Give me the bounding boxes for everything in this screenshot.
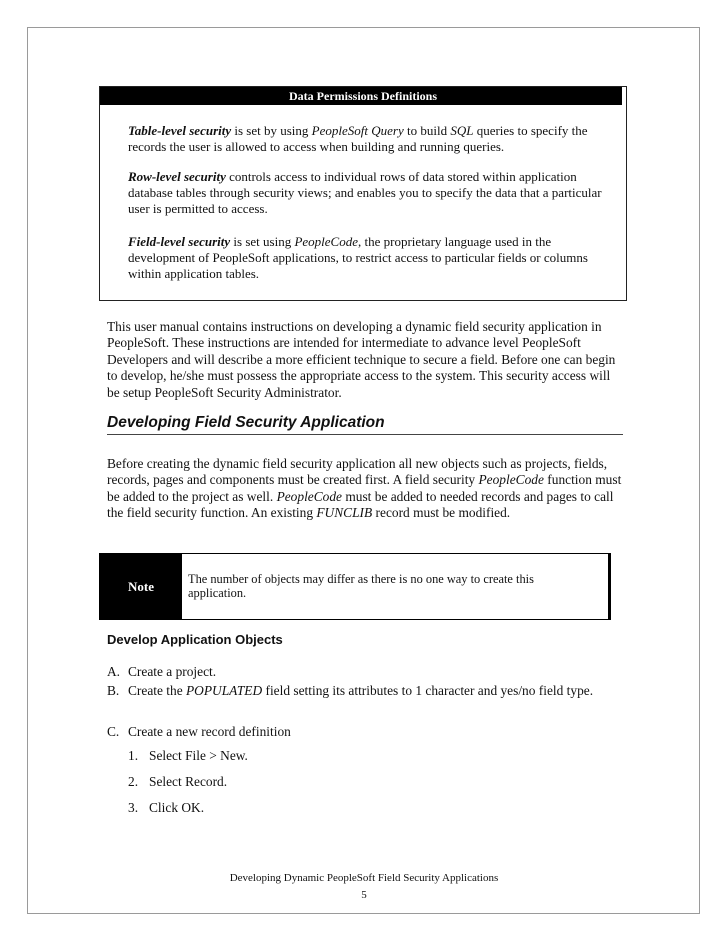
paragraph-text: function must be added to the project as well. [107,472,622,504]
definition-text: is set using [230,234,295,249]
section-paragraph [107,456,622,522]
note-label-cell [100,554,182,619]
definition-italic: SQL [450,123,474,138]
list-item-a [107,664,622,680]
list-marker: B. [107,683,120,698]
page-number: 5 [361,889,367,901]
list-marker: 2. [128,774,139,789]
definitions-header: Data Permissions Definitions [100,87,626,105]
definition-text: queries to specify the records the user is allowed to access when building and running queries. [128,123,588,154]
list-marker: 1. [128,748,139,763]
list-item-text-part: field setting its attributes to 1 character and yes/no field type. [262,683,594,698]
paragraph-italic: PeopleCode [478,472,544,488]
list-item-text: Select File > New. [149,748,248,763]
list-marker: A. [107,664,121,679]
definition-text: to build [403,123,451,138]
list-item-c [107,724,622,740]
list-item-italic: POPULATED [186,683,263,698]
list-item-text [128,683,622,699]
definition-term: Field-level security [128,234,231,249]
numbered-item-2 [128,774,227,790]
note-label: Note [128,579,154,594]
list-item-text: Click OK. [149,800,205,815]
definition-text: controls access to individual rows of data stored within application database tables through security views; and enables you to specify the data that a particular user is permitted to access. [128,169,602,216]
subheading: Develop Application Objects [107,632,283,647]
list-item-text: Create a project. [128,664,217,679]
definition-text: , the proprietary language used in the development of PeopleSoft applications, to restrict access to particular fields or columns within application tables. [128,234,588,281]
list-item-text: Select Record. [149,774,228,789]
note-box [99,553,611,620]
section-heading: Developing Field Security Application [107,412,623,435]
list-marker: 3. [128,800,139,815]
definitions-box [99,86,627,301]
list-item-text-part: Create the [128,683,186,698]
definition-italic: PeopleCode [294,234,359,249]
list-marker: C. [107,724,120,739]
paragraph-text: Before creating the dynamic field security application all new objects such as projects, fields, records, pages and components must be created first. A field security [107,456,608,488]
paragraph-italic: FUNCLIB [316,505,373,521]
definition-field-level [128,234,618,282]
list-item-text: Create a new record definition [128,724,291,739]
definition-term: Row-level security [128,169,226,184]
definitions-header-tail [621,87,626,105]
numbered-item-3 [128,800,204,816]
definition-term: Table-level security [128,123,232,138]
paragraph-text: must be added to needed records and pages to call the field security function. An existing [107,488,614,521]
definition-row-level [128,169,618,217]
footer-title: Developing Dynamic PeopleSoft Field Security Applications [229,872,499,884]
note-right-rule [608,554,610,619]
definition-table-level [128,123,618,155]
intro-paragraph: This user manual contains instructions on developing a dynamic field security application in PeopleSoft. These instructions are intended for intermediate to advance level PeopleSoft Developers and will describe a more efficient technique to secure a field. Before one can begin to develop, he/she must possess the appropriate access to the system. This security access will be setup PeopleSoft Security Administrator. [107,319,616,400]
paragraph-italic: PeopleCode [276,488,343,504]
numbered-item-1 [128,748,248,764]
definition-italic: PeopleSoft Query [311,123,404,138]
paragraph-text: record must be modified. [372,505,511,521]
definition-text: is set by using [231,123,312,138]
note-text: The number of objects may differ as there is no one way to create this application. [188,572,534,600]
list-item-b [107,683,622,699]
